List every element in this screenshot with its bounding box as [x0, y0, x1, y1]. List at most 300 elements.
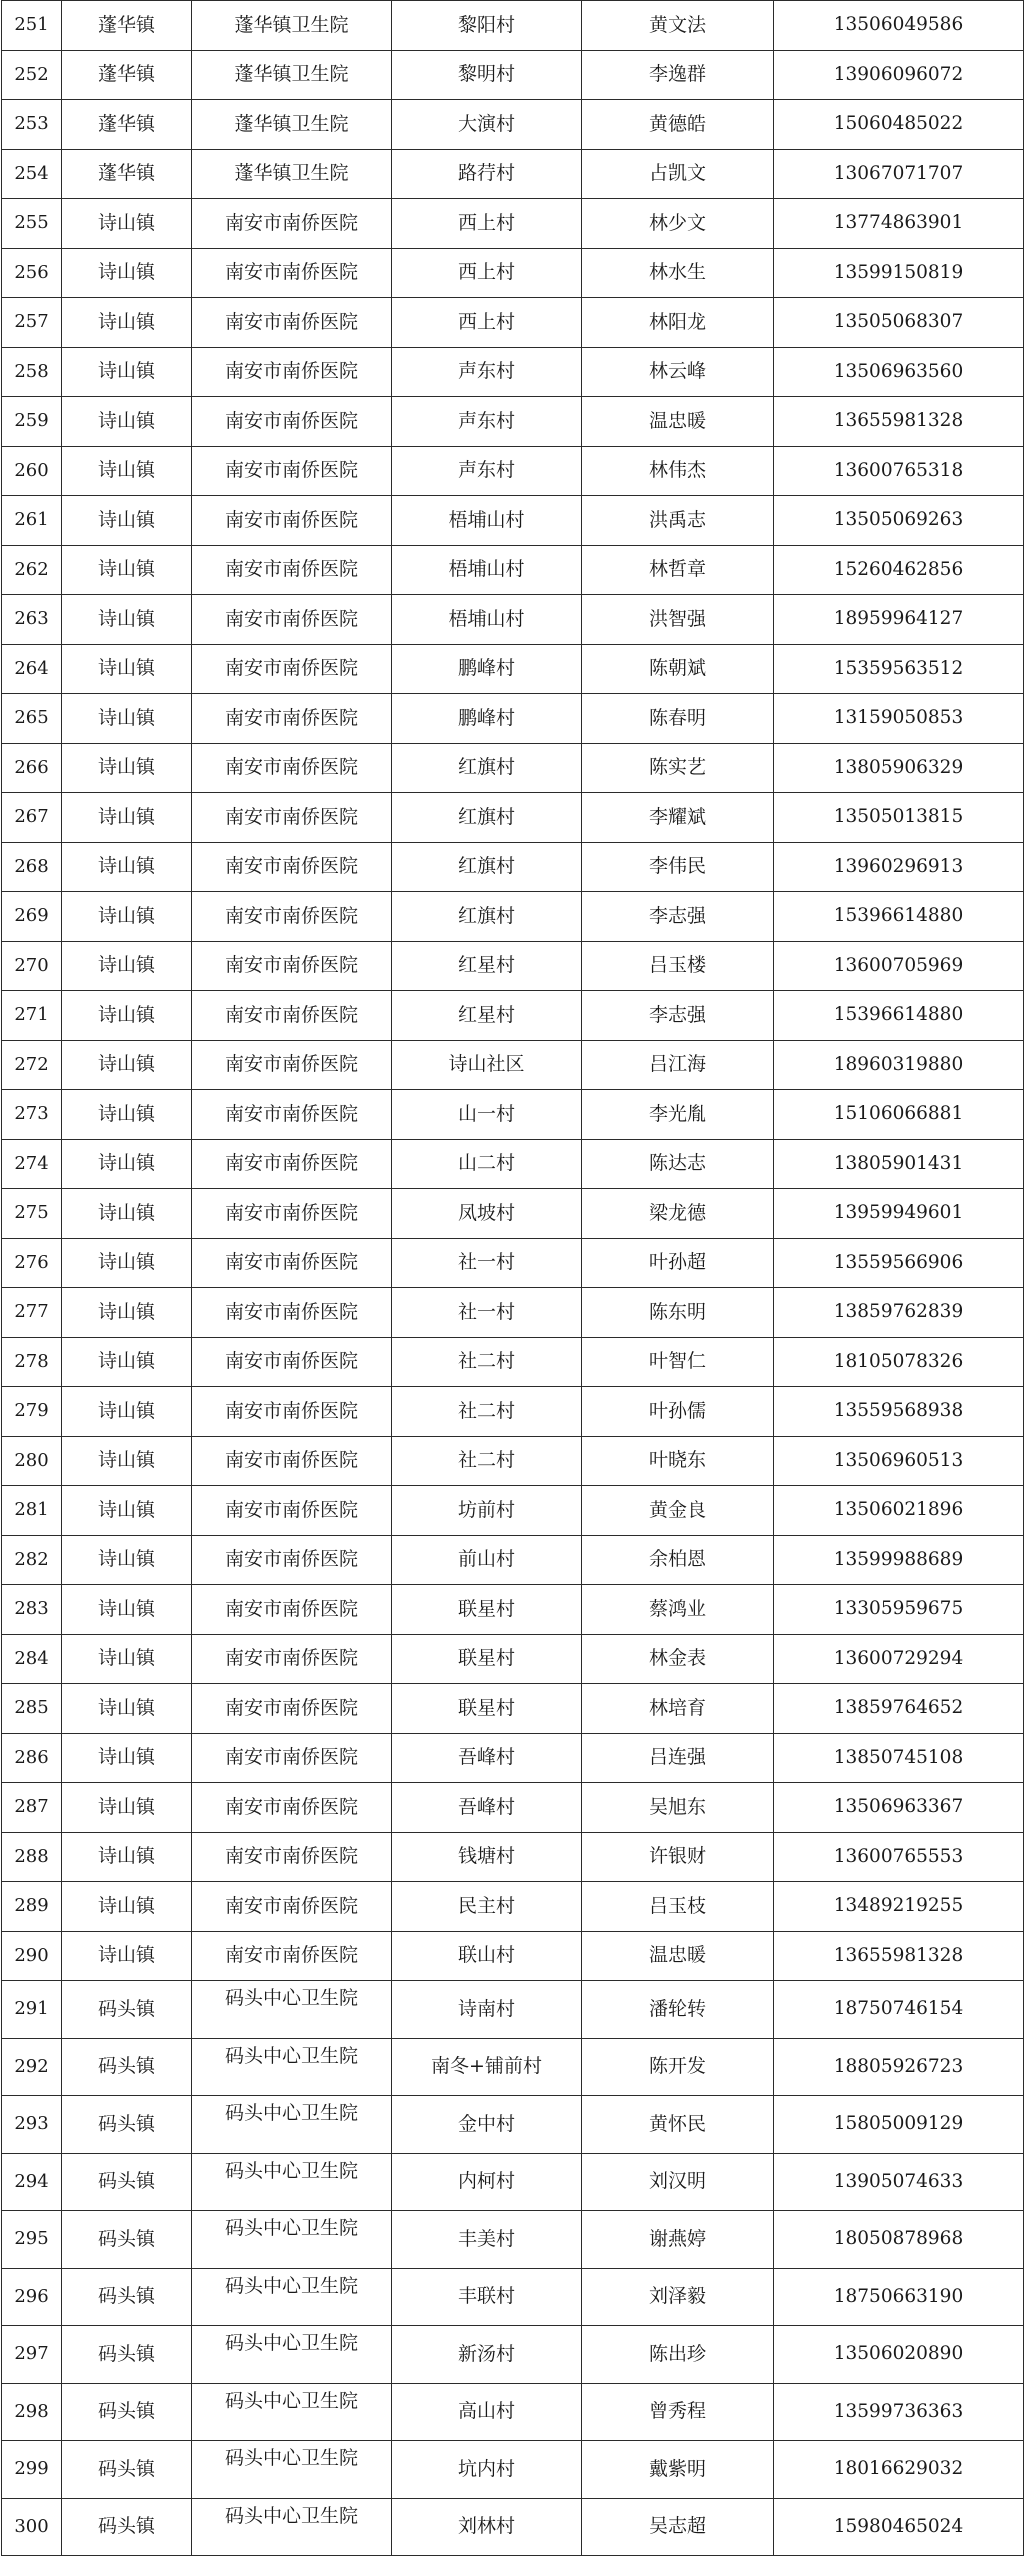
village-cell: 诗南村	[392, 1981, 582, 2039]
phone-cell: 13559566906	[774, 1238, 1024, 1288]
phone-cell: 18959964127	[774, 595, 1024, 645]
village-cell: 山二村	[392, 1139, 582, 1189]
village-cell: 钱塘村	[392, 1832, 582, 1882]
table-row	[2, 50, 1024, 100]
table-row	[2, 100, 1024, 150]
row-number: 259	[2, 397, 62, 447]
phone-cell: 13905074633	[774, 2153, 1024, 2211]
doctor-name-cell: 叶孙超	[582, 1238, 774, 1288]
doctor-name-cell: 李耀斌	[582, 793, 774, 843]
doctor-name-cell: 李志强	[582, 991, 774, 1041]
table-row	[2, 1981, 1024, 2039]
doctor-roster-table	[1, 0, 1024, 2556]
phone-cell: 15396614880	[774, 991, 1024, 1041]
town-cell: 码头镇	[62, 2268, 192, 2326]
town-cell: 码头镇	[62, 2211, 192, 2269]
table-row	[2, 1783, 1024, 1833]
town-cell: 诗山镇	[62, 694, 192, 744]
table-row	[2, 347, 1024, 397]
doctor-name-cell: 林云峰	[582, 347, 774, 397]
doctor-name-cell: 陈出珍	[582, 2326, 774, 2384]
phone-cell: 13599988689	[774, 1535, 1024, 1585]
hospital-cell: 码头中心卫生院	[192, 2211, 392, 2269]
hospital-cell: 南安市南侨医院	[192, 1387, 392, 1437]
table-row	[2, 397, 1024, 447]
hospital-cell: 蓬华镇卫生院	[192, 50, 392, 100]
doctor-name-cell: 林伟杰	[582, 446, 774, 496]
town-cell: 诗山镇	[62, 1634, 192, 1684]
phone-cell: 13159050853	[774, 694, 1024, 744]
table-row	[2, 2498, 1024, 2556]
village-cell: 红星村	[392, 941, 582, 991]
row-number: 278	[2, 1337, 62, 1387]
doctor-name-cell: 吕玉楼	[582, 941, 774, 991]
phone-cell: 18750746154	[774, 1981, 1024, 2039]
village-cell: 路荇村	[392, 149, 582, 199]
doctor-name-cell: 吕玉枝	[582, 1882, 774, 1932]
doctor-name-cell: 梁龙德	[582, 1189, 774, 1239]
town-cell: 诗山镇	[62, 397, 192, 447]
doctor-name-cell: 叶孙儒	[582, 1387, 774, 1437]
row-number: 283	[2, 1585, 62, 1635]
phone-cell: 13506960513	[774, 1436, 1024, 1486]
hospital-cell: 南安市南侨医院	[192, 1585, 392, 1635]
phone-cell: 13850745108	[774, 1733, 1024, 1783]
doctor-name-cell: 温忠暖	[582, 397, 774, 447]
village-cell: 红星村	[392, 991, 582, 1041]
row-number: 268	[2, 842, 62, 892]
town-cell: 诗山镇	[62, 1189, 192, 1239]
town-cell: 诗山镇	[62, 892, 192, 942]
table-row	[2, 1882, 1024, 1932]
town-cell: 诗山镇	[62, 1486, 192, 1536]
town-cell: 诗山镇	[62, 1733, 192, 1783]
phone-cell: 18805926723	[774, 2038, 1024, 2096]
town-cell: 诗山镇	[62, 1535, 192, 1585]
table-row	[2, 199, 1024, 249]
village-cell: 鹏峰村	[392, 644, 582, 694]
doctor-name-cell: 叶晓东	[582, 1436, 774, 1486]
phone-cell: 13805906329	[774, 743, 1024, 793]
hospital-cell: 南安市南侨医院	[192, 1040, 392, 1090]
hospital-cell: 码头中心卫生院	[192, 2268, 392, 2326]
table-row	[2, 1238, 1024, 1288]
phone-cell: 15359563512	[774, 644, 1024, 694]
table-row	[2, 2326, 1024, 2384]
phone-cell: 18050878968	[774, 2211, 1024, 2269]
phone-cell: 13600765553	[774, 1832, 1024, 1882]
doctor-name-cell: 陈春明	[582, 694, 774, 744]
doctor-name-cell: 黄文法	[582, 1, 774, 51]
town-cell: 码头镇	[62, 2441, 192, 2499]
hospital-cell: 南安市南侨医院	[192, 1634, 392, 1684]
hospital-cell: 南安市南侨医院	[192, 1436, 392, 1486]
table-row	[2, 2096, 1024, 2154]
hospital-cell: 码头中心卫生院	[192, 1981, 392, 2039]
phone-cell: 13489219255	[774, 1882, 1024, 1932]
hospital-cell: 码头中心卫生院	[192, 2326, 392, 2384]
row-number: 296	[2, 2268, 62, 2326]
village-cell: 金中村	[392, 2096, 582, 2154]
table-row	[2, 1189, 1024, 1239]
village-cell: 坊前村	[392, 1486, 582, 1536]
village-cell: 新汤村	[392, 2326, 582, 2384]
hospital-cell: 南安市南侨医院	[192, 298, 392, 348]
phone-cell: 13506963367	[774, 1783, 1024, 1833]
village-cell: 坑内村	[392, 2441, 582, 2499]
phone-cell: 13506049586	[774, 1, 1024, 51]
hospital-cell: 南安市南侨医院	[192, 595, 392, 645]
phone-cell: 15106066881	[774, 1090, 1024, 1140]
table-row	[2, 2383, 1024, 2441]
table-row	[2, 1337, 1024, 1387]
phone-cell: 18016629032	[774, 2441, 1024, 2499]
town-cell: 诗山镇	[62, 1387, 192, 1437]
hospital-cell: 南安市南侨医院	[192, 1535, 392, 1585]
phone-cell: 13805901431	[774, 1139, 1024, 1189]
village-cell: 声东村	[392, 446, 582, 496]
phone-cell: 13600765318	[774, 446, 1024, 496]
hospital-cell: 蓬华镇卫生院	[192, 100, 392, 150]
hospital-cell: 南安市南侨医院	[192, 793, 392, 843]
row-number: 270	[2, 941, 62, 991]
phone-cell: 15805009129	[774, 2096, 1024, 2154]
phone-cell: 13600729294	[774, 1634, 1024, 1684]
doctor-name-cell: 洪禹志	[582, 496, 774, 546]
village-cell: 西上村	[392, 248, 582, 298]
doctor-name-cell: 刘泽毅	[582, 2268, 774, 2326]
doctor-name-cell: 刘汉明	[582, 2153, 774, 2211]
town-cell: 蓬华镇	[62, 50, 192, 100]
village-cell: 联星村	[392, 1684, 582, 1734]
hospital-cell: 南安市南侨医院	[192, 1783, 392, 1833]
table-row	[2, 892, 1024, 942]
hospital-cell: 南安市南侨医院	[192, 892, 392, 942]
table-row	[2, 941, 1024, 991]
phone-cell: 15396614880	[774, 892, 1024, 942]
village-cell: 社二村	[392, 1387, 582, 1437]
town-cell: 码头镇	[62, 2498, 192, 2556]
village-cell: 联星村	[392, 1585, 582, 1635]
doctor-name-cell: 吕连强	[582, 1733, 774, 1783]
town-cell: 诗山镇	[62, 1040, 192, 1090]
phone-cell: 13600705969	[774, 941, 1024, 991]
village-cell: 凤坡村	[392, 1189, 582, 1239]
table-row	[2, 694, 1024, 744]
village-cell: 大演村	[392, 100, 582, 150]
row-number: 286	[2, 1733, 62, 1783]
row-number: 284	[2, 1634, 62, 1684]
row-number: 289	[2, 1882, 62, 1932]
row-number: 252	[2, 50, 62, 100]
hospital-cell: 南安市南侨医院	[192, 446, 392, 496]
row-number: 290	[2, 1931, 62, 1981]
row-number: 251	[2, 1, 62, 51]
hospital-cell: 南安市南侨医院	[192, 1090, 392, 1140]
hospital-cell: 南安市南侨医院	[192, 397, 392, 447]
village-cell: 红旗村	[392, 743, 582, 793]
table-row	[2, 1931, 1024, 1981]
row-number: 272	[2, 1040, 62, 1090]
phone-cell: 13906096072	[774, 50, 1024, 100]
hospital-cell: 南安市南侨医院	[192, 1931, 392, 1981]
village-cell: 社一村	[392, 1288, 582, 1338]
row-number: 263	[2, 595, 62, 645]
town-cell: 码头镇	[62, 1981, 192, 2039]
table-row	[2, 595, 1024, 645]
town-cell: 诗山镇	[62, 1882, 192, 1932]
hospital-cell: 南安市南侨医院	[192, 644, 392, 694]
town-cell: 诗山镇	[62, 1832, 192, 1882]
doctor-name-cell: 陈开发	[582, 2038, 774, 2096]
village-cell: 黎阳村	[392, 1, 582, 51]
phone-cell: 13505068307	[774, 298, 1024, 348]
row-number: 276	[2, 1238, 62, 1288]
village-cell: 西上村	[392, 199, 582, 249]
doctor-name-cell: 叶智仁	[582, 1337, 774, 1387]
village-cell: 山一村	[392, 1090, 582, 1140]
town-cell: 诗山镇	[62, 446, 192, 496]
hospital-cell: 南安市南侨医院	[192, 1882, 392, 1932]
doctor-name-cell: 林金表	[582, 1634, 774, 1684]
row-number: 261	[2, 496, 62, 546]
town-cell: 码头镇	[62, 2383, 192, 2441]
row-number: 262	[2, 545, 62, 595]
village-cell: 黎明村	[392, 50, 582, 100]
row-number: 258	[2, 347, 62, 397]
village-cell: 红旗村	[392, 892, 582, 942]
row-number: 275	[2, 1189, 62, 1239]
village-cell: 刘林村	[392, 2498, 582, 2556]
table-row	[2, 1387, 1024, 1437]
row-number: 285	[2, 1684, 62, 1734]
phone-cell: 13505013815	[774, 793, 1024, 843]
doctor-name-cell: 李逸群	[582, 50, 774, 100]
village-cell: 声东村	[392, 397, 582, 447]
doctor-name-cell: 吴志超	[582, 2498, 774, 2556]
town-cell: 诗山镇	[62, 298, 192, 348]
town-cell: 诗山镇	[62, 793, 192, 843]
row-number: 265	[2, 694, 62, 744]
row-number: 281	[2, 1486, 62, 1536]
table-row	[2, 1535, 1024, 1585]
village-cell: 联山村	[392, 1931, 582, 1981]
hospital-cell: 南安市南侨医院	[192, 1288, 392, 1338]
row-number: 271	[2, 991, 62, 1041]
row-number: 293	[2, 2096, 62, 2154]
village-cell: 社二村	[392, 1337, 582, 1387]
doctor-name-cell: 吴旭东	[582, 1783, 774, 1833]
row-number: 288	[2, 1832, 62, 1882]
table-row	[2, 446, 1024, 496]
row-number: 256	[2, 248, 62, 298]
table-row	[2, 1684, 1024, 1734]
town-cell: 码头镇	[62, 2326, 192, 2384]
doctor-name-cell: 潘轮转	[582, 1981, 774, 2039]
row-number: 264	[2, 644, 62, 694]
town-cell: 诗山镇	[62, 1436, 192, 1486]
table-row	[2, 1733, 1024, 1783]
phone-cell: 13774863901	[774, 199, 1024, 249]
doctor-name-cell: 余柏恩	[582, 1535, 774, 1585]
phone-cell: 18960319880	[774, 1040, 1024, 1090]
hospital-cell: 码头中心卫生院	[192, 2038, 392, 2096]
row-number: 298	[2, 2383, 62, 2441]
table-row	[2, 1288, 1024, 1338]
hospital-cell: 南安市南侨医院	[192, 248, 392, 298]
table-body	[2, 1, 1024, 2556]
row-number: 294	[2, 2153, 62, 2211]
phone-cell: 13859764652	[774, 1684, 1024, 1734]
row-number: 295	[2, 2211, 62, 2269]
row-number: 255	[2, 199, 62, 249]
table-row	[2, 793, 1024, 843]
row-number: 277	[2, 1288, 62, 1338]
town-cell: 蓬华镇	[62, 100, 192, 150]
village-cell: 红旗村	[392, 793, 582, 843]
doctor-name-cell: 李伟民	[582, 842, 774, 892]
town-cell: 诗山镇	[62, 1783, 192, 1833]
hospital-cell: 南安市南侨医院	[192, 1189, 392, 1239]
phone-cell: 13506021896	[774, 1486, 1024, 1536]
phone-cell: 13505069263	[774, 496, 1024, 546]
hospital-cell: 南安市南侨医院	[192, 694, 392, 744]
doctor-name-cell: 占凯文	[582, 149, 774, 199]
village-cell: 丰联村	[392, 2268, 582, 2326]
town-cell: 码头镇	[62, 2096, 192, 2154]
table-row	[2, 1832, 1024, 1882]
hospital-cell: 南安市南侨医院	[192, 199, 392, 249]
doctor-name-cell: 陈朝斌	[582, 644, 774, 694]
town-cell: 诗山镇	[62, 1931, 192, 1981]
table-row	[2, 1090, 1024, 1140]
row-number: 257	[2, 298, 62, 348]
table-row	[2, 743, 1024, 793]
doctor-name-cell: 陈东明	[582, 1288, 774, 1338]
village-cell: 社一村	[392, 1238, 582, 1288]
table-row	[2, 1, 1024, 51]
village-cell: 社二村	[392, 1436, 582, 1486]
table-row	[2, 644, 1024, 694]
hospital-cell: 蓬华镇卫生院	[192, 1, 392, 51]
table-row	[2, 2153, 1024, 2211]
row-number: 269	[2, 892, 62, 942]
town-cell: 诗山镇	[62, 743, 192, 793]
row-number: 292	[2, 2038, 62, 2096]
town-cell: 诗山镇	[62, 347, 192, 397]
table-row	[2, 1585, 1024, 1635]
hospital-cell: 蓬华镇卫生院	[192, 149, 392, 199]
town-cell: 诗山镇	[62, 842, 192, 892]
row-number: 299	[2, 2441, 62, 2499]
town-cell: 诗山镇	[62, 199, 192, 249]
table-row	[2, 1040, 1024, 1090]
phone-cell: 13959949601	[774, 1189, 1024, 1239]
doctor-name-cell: 谢燕婷	[582, 2211, 774, 2269]
phone-cell: 13067071707	[774, 149, 1024, 199]
hospital-cell: 南安市南侨医院	[192, 743, 392, 793]
phone-cell: 13960296913	[774, 842, 1024, 892]
hospital-cell: 南安市南侨医院	[192, 1733, 392, 1783]
hospital-cell: 南安市南侨医院	[192, 991, 392, 1041]
doctor-name-cell: 戴紫明	[582, 2441, 774, 2499]
village-cell: 前山村	[392, 1535, 582, 1585]
table-row	[2, 1139, 1024, 1189]
town-cell: 码头镇	[62, 2153, 192, 2211]
phone-cell: 15260462856	[774, 545, 1024, 595]
row-number: 273	[2, 1090, 62, 1140]
table-row	[2, 1634, 1024, 1684]
row-number: 279	[2, 1387, 62, 1437]
phone-cell: 13655981328	[774, 397, 1024, 447]
hospital-cell: 南安市南侨医院	[192, 496, 392, 546]
row-number: 291	[2, 1981, 62, 2039]
table-row	[2, 2038, 1024, 2096]
doctor-name-cell: 陈实艺	[582, 743, 774, 793]
table-row	[2, 1436, 1024, 1486]
phone-cell: 13859762839	[774, 1288, 1024, 1338]
doctor-name-cell: 林少文	[582, 199, 774, 249]
town-cell: 诗山镇	[62, 644, 192, 694]
phone-cell: 18750663190	[774, 2268, 1024, 2326]
hospital-cell: 南安市南侨医院	[192, 545, 392, 595]
town-cell: 诗山镇	[62, 545, 192, 595]
hospital-cell: 码头中心卫生院	[192, 2153, 392, 2211]
doctor-name-cell: 温忠暖	[582, 1931, 774, 1981]
table-row	[2, 149, 1024, 199]
village-cell: 梧埔山村	[392, 496, 582, 546]
row-number: 267	[2, 793, 62, 843]
row-number: 274	[2, 1139, 62, 1189]
row-number: 300	[2, 2498, 62, 2556]
hospital-cell: 南安市南侨医院	[192, 842, 392, 892]
doctor-name-cell: 李光胤	[582, 1090, 774, 1140]
doctor-name-cell: 许银财	[582, 1832, 774, 1882]
village-cell: 红旗村	[392, 842, 582, 892]
doctor-name-cell: 蔡鸿业	[582, 1585, 774, 1635]
table-row	[2, 545, 1024, 595]
table-row	[2, 496, 1024, 546]
hospital-cell: 南安市南侨医院	[192, 1684, 392, 1734]
table-row	[2, 842, 1024, 892]
phone-cell: 18105078326	[774, 1337, 1024, 1387]
doctor-name-cell: 林哲章	[582, 545, 774, 595]
town-cell: 诗山镇	[62, 1585, 192, 1635]
town-cell: 诗山镇	[62, 1288, 192, 1338]
table-row	[2, 248, 1024, 298]
doctor-name-cell: 李志强	[582, 892, 774, 942]
table-row	[2, 2268, 1024, 2326]
doctor-name-cell: 黄怀民	[582, 2096, 774, 2154]
phone-cell: 15980465024	[774, 2498, 1024, 2556]
village-cell: 吾峰村	[392, 1783, 582, 1833]
hospital-cell: 南安市南侨医院	[192, 1337, 392, 1387]
town-cell: 诗山镇	[62, 1238, 192, 1288]
table-row	[2, 991, 1024, 1041]
town-cell: 蓬华镇	[62, 1, 192, 51]
village-cell: 西上村	[392, 298, 582, 348]
town-cell: 诗山镇	[62, 991, 192, 1041]
town-cell: 诗山镇	[62, 595, 192, 645]
village-cell: 南冬+铺前村	[392, 2038, 582, 2096]
row-number: 266	[2, 743, 62, 793]
row-number: 260	[2, 446, 62, 496]
hospital-cell: 南安市南侨医院	[192, 1139, 392, 1189]
phone-cell: 13506020890	[774, 2326, 1024, 2384]
row-number: 254	[2, 149, 62, 199]
village-cell: 吾峰村	[392, 1733, 582, 1783]
village-cell: 高山村	[392, 2383, 582, 2441]
